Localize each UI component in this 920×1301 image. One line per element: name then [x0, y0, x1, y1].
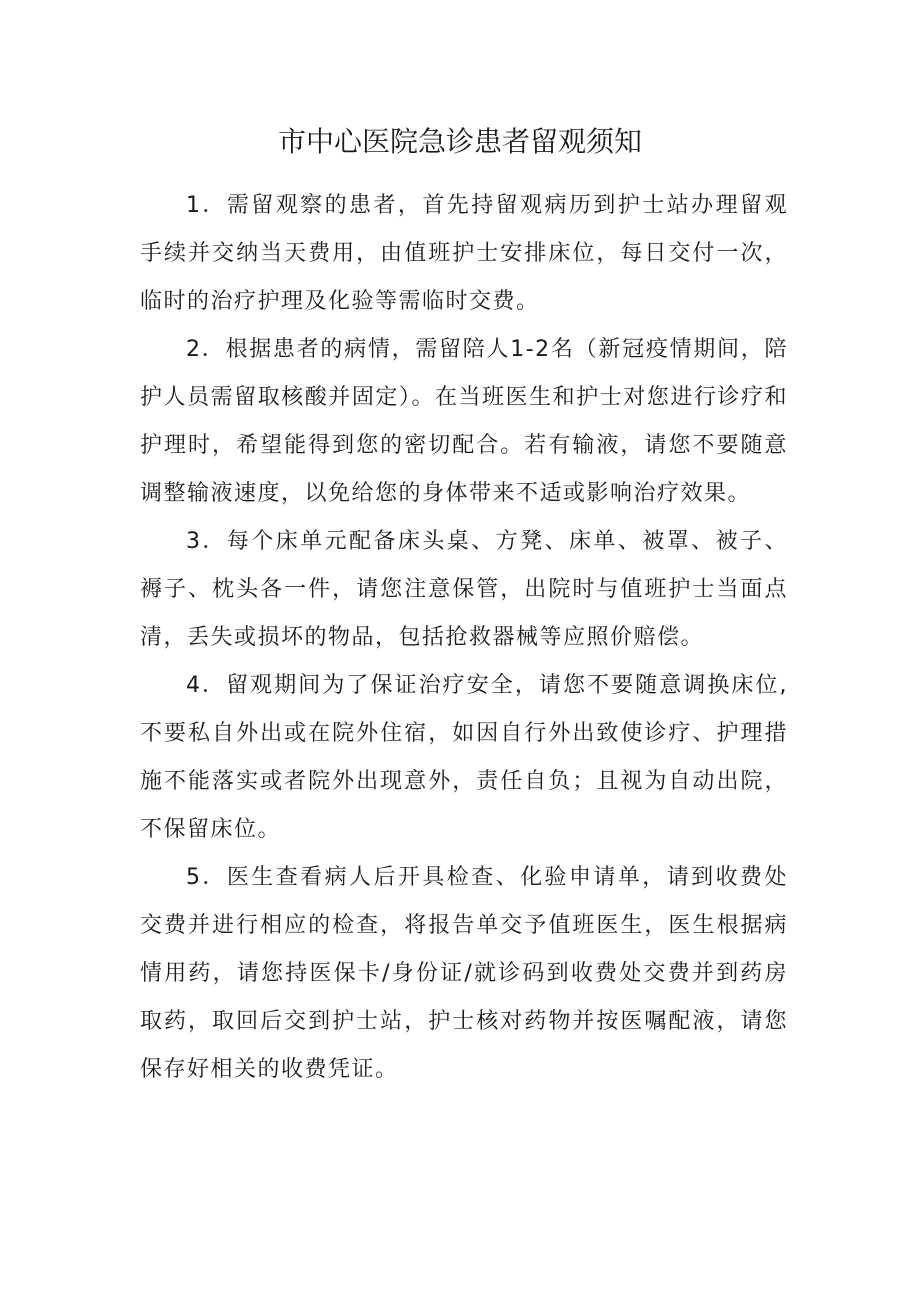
document-title: 市中心医院急诊患者留观须知 — [277, 125, 642, 158]
paragraph-1: 1．需留观察的患者，首先持留观病历到护士站办理留观手续并交纳当天费用，由值班护士安排床位，每日交付一次，临时的治疗护理及化验等需临时交费。 — [140, 193, 788, 314]
paragraph-4: 4．留观期间为了保证治疗安全，请您不要随意调换床位,不要私自外出或在院外住宿，如因自行外出致使诊疗、护理措施不能落实或者院外出现意外，责任自负；且视为自动出院，不保留床位。 — [140, 673, 788, 842]
paragraph-3: 3．每个床单元配备床头桌、方凳、床单、被罩、被子、褥子、枕头各一件，请您注意保管，出院时与值班护士当面点清，丢失或损坏的物品，包括抢救器械等应照价赔偿。 — [140, 529, 788, 650]
paragraph-5: 5．医生查看病人后开具检查、化验申请单，请到收费处交费并进行相应的检查，将报告单交予值班医生，医生根据病情用药，请您持医保卡/身份证/就诊码到收费处交费并到药房取药，取回后交到护士站，护士核对药物并按医嘱配液，请您保存好相关的收费凭证。 — [140, 865, 788, 1082]
paragraph-2: 2．根据患者的病情，需留陪人1-2名（新冠疫情期间，陪护人员需留取核酸并固定）。在当班医生和护士对您进行诊疗和护理时，希望能得到您的密切配合。若有输液，请您不要随意调整输液速度，以免给您的身体带来不适或影响治疗效果。 — [140, 337, 788, 506]
document-body — [140, 182, 788, 1094]
